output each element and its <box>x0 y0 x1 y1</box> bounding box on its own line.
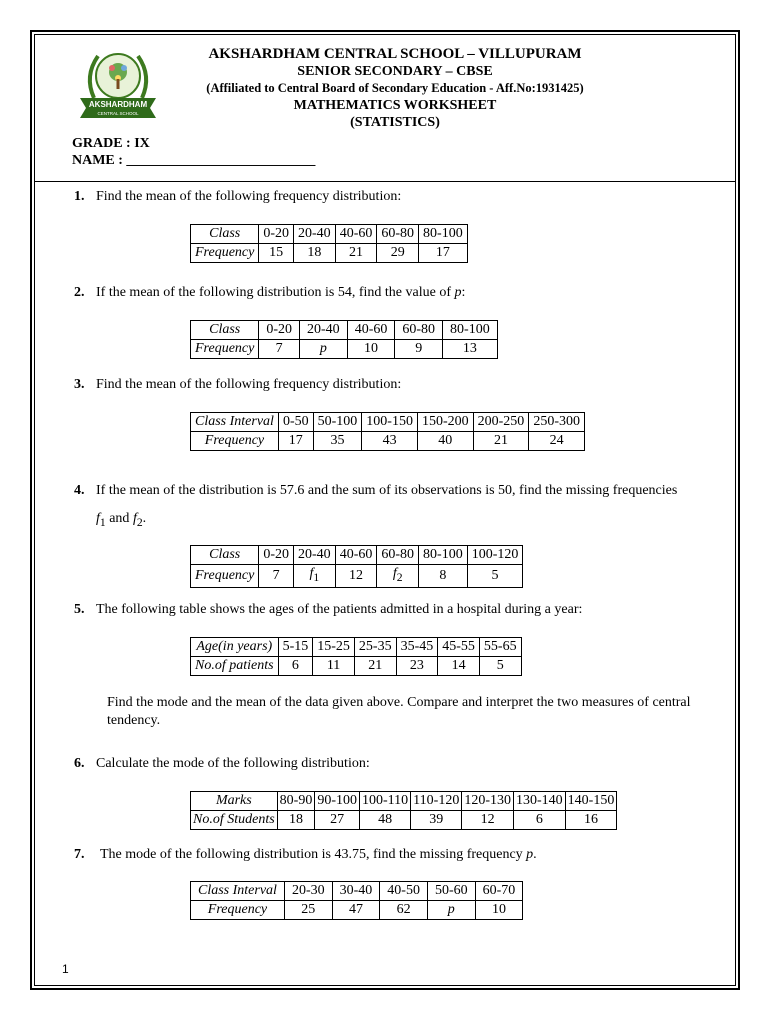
variable-f1: f <box>96 511 100 526</box>
table-cell: Age(in years) <box>191 638 279 657</box>
table-cell: 45-55 <box>438 638 480 657</box>
table-cell: p <box>300 340 348 359</box>
frequency-table-4 <box>190 545 523 588</box>
table-cell: 9 <box>395 340 443 359</box>
question-number: 1. <box>74 189 85 204</box>
table-cell: 27 <box>315 811 360 830</box>
table-cell: p <box>427 901 475 920</box>
table-cell: 0-50 <box>278 413 313 432</box>
table-cell: 130-140 <box>514 792 566 811</box>
table-cell: 21 <box>335 244 377 263</box>
table-cell: 0-20 <box>259 225 294 244</box>
logo-subtext: CENTRAL SCHOOL <box>97 111 139 116</box>
table-cell: 6 <box>514 811 566 830</box>
table-cell: 40-60 <box>347 321 395 340</box>
table-cell: 100-150 <box>362 413 418 432</box>
table-cell: 18 <box>294 244 336 263</box>
table-cell: Frequency <box>191 244 259 263</box>
table-cell: 0-20 <box>259 321 300 340</box>
question-6 <box>74 755 370 773</box>
table-cell: Frequency <box>191 565 259 588</box>
school-logo-icon <box>76 46 160 122</box>
table-cell: 100-120 <box>467 546 523 565</box>
frequency-table-5 <box>190 637 522 676</box>
grade-label: GRADE : IX <box>72 136 150 151</box>
question-5-follow-up: Find the mode and the mean of the data given above. Compare and interpret the two measures of central tendency. <box>107 695 691 728</box>
table-cell: 90-100 <box>315 792 360 811</box>
table-cell: 55-65 <box>479 638 521 657</box>
question-text-end: : <box>461 285 466 300</box>
worksheet-header <box>0 0 768 184</box>
table-cell: 12 <box>335 565 377 588</box>
table-cell: 20-40 <box>300 321 348 340</box>
table-cell: Class <box>191 546 259 565</box>
table-cell: 21 <box>354 657 396 676</box>
table-cell: 150-200 <box>417 413 473 432</box>
table-cell: 20-40 <box>294 546 336 565</box>
table-cell: 60-80 <box>395 321 443 340</box>
table-cell: 40-60 <box>335 225 377 244</box>
question-text: The following table shows the ages of the patients admitted in a hospital during a year: <box>96 602 583 617</box>
table-cell: 140-150 <box>565 792 617 811</box>
table-cell: 250-300 <box>529 413 585 432</box>
table-cell: Class Interval <box>191 413 279 432</box>
subscript: 2 <box>136 515 143 529</box>
table-cell: 80-100 <box>443 321 498 340</box>
variable-p: p <box>526 847 534 862</box>
table-cell: 60-80 <box>377 546 419 565</box>
subscript: 1 <box>99 515 106 529</box>
question-number: 3. <box>74 377 85 392</box>
table-cell: 23 <box>396 657 438 676</box>
worksheet-topic: (STATISTICS) <box>350 115 440 130</box>
conjunction: and <box>105 511 133 526</box>
table-cell: 24 <box>529 432 585 451</box>
table-cell: 35 <box>313 432 362 451</box>
question-text: The mode of the following distribution is 43.75, find the missing frequency <box>100 847 527 862</box>
table-cell: 10 <box>347 340 395 359</box>
table-row <box>191 432 585 451</box>
table-row <box>191 657 522 676</box>
school-name: AKSHARDHAM CENTRAL SCHOOL – VILLUPURAM <box>208 46 582 62</box>
table-cell: 25 <box>284 901 332 920</box>
subscript: 2 <box>396 570 403 584</box>
worksheet-title: MATHEMATICS WORKSHEET <box>293 98 497 113</box>
table-cell: 120-130 <box>462 792 514 811</box>
table-cell: 15 <box>259 244 294 263</box>
table-row <box>191 340 498 359</box>
table-cell: Class <box>191 225 259 244</box>
subscript: 1 <box>313 570 320 584</box>
page-number: 1 <box>62 962 69 976</box>
table-cell: 30-40 <box>332 882 380 901</box>
table-cell: 39 <box>411 811 462 830</box>
header-divider <box>34 181 736 182</box>
table-cell: 18 <box>277 811 315 830</box>
table-cell: Marks <box>191 792 278 811</box>
table-cell: 17 <box>419 244 468 263</box>
student-info <box>72 135 315 169</box>
question-number: 4. <box>74 483 85 498</box>
period: . <box>142 511 147 526</box>
question-text: If the mean of the distribution is 57.6 and the sum of its observations is 50, find the missing frequencies <box>96 483 678 498</box>
question-number: 6. <box>74 756 85 771</box>
table-row <box>191 244 468 263</box>
table-cell: 50-100 <box>313 413 362 432</box>
frequency-table-2 <box>190 320 498 359</box>
table-cell: 29 <box>377 244 419 263</box>
table-row <box>191 882 523 901</box>
logo-text: AKSHARDHAM <box>88 100 148 109</box>
table-cell: 110-120 <box>411 792 462 811</box>
table-cell: 5 <box>467 565 523 588</box>
table-cell: Class <box>191 321 259 340</box>
table-cell: 80-100 <box>419 225 468 244</box>
table-cell: 43 <box>362 432 418 451</box>
frequency-table-6 <box>190 791 617 830</box>
table-cell: 14 <box>438 657 480 676</box>
table-cell: 7 <box>259 565 294 588</box>
table-cell: 25-35 <box>354 638 396 657</box>
table-cell: 10 <box>475 901 523 920</box>
question-text: Calculate the mode of the following distribution: <box>96 756 370 771</box>
table-cell: Class Interval <box>191 882 285 901</box>
table-cell: 20-30 <box>284 882 332 901</box>
table-cell: 100-110 <box>360 792 411 811</box>
question-7 <box>74 846 537 864</box>
question-1 <box>74 188 401 206</box>
table-cell: Frequency <box>191 340 259 359</box>
table-cell <box>294 565 336 588</box>
table-cell: 5-15 <box>278 638 313 657</box>
table-cell <box>377 565 419 588</box>
question-3 <box>74 376 401 394</box>
table-cell: Frequency <box>191 901 285 920</box>
table-cell: 20-40 <box>294 225 336 244</box>
table-cell: 35-45 <box>396 638 438 657</box>
affiliation: (Affiliated to Central Board of Secondary Education - Aff.No:1931425) <box>206 81 584 95</box>
table-cell: 11 <box>313 657 355 676</box>
variable-p: p <box>454 285 462 300</box>
question-number: 5. <box>74 602 85 617</box>
question-2 <box>74 284 465 302</box>
variable-f1: f <box>309 566 314 581</box>
table-cell: 6 <box>278 657 313 676</box>
table-cell: 0-20 <box>259 546 294 565</box>
question-text: If the mean of the following distribution is 54, find the value of <box>96 285 455 300</box>
table-cell: 62 <box>380 901 428 920</box>
table-row <box>191 413 585 432</box>
table-row <box>191 225 468 244</box>
table-cell: 16 <box>565 811 617 830</box>
table-cell: 21 <box>473 432 529 451</box>
table-cell: 5 <box>479 657 521 676</box>
table-cell: 60-80 <box>377 225 419 244</box>
question-4 <box>74 482 724 500</box>
frequency-table-7 <box>190 881 523 920</box>
question-text: Find the mean of the following frequency distribution: <box>96 377 402 392</box>
variable-f2: f <box>132 511 137 526</box>
table-cell: 7 <box>259 340 300 359</box>
question-number: 2. <box>74 285 85 300</box>
table-cell: 8 <box>419 565 468 588</box>
table-row <box>191 811 617 830</box>
table-cell: 15-25 <box>313 638 355 657</box>
question-text-end: . <box>533 847 537 862</box>
question-5 <box>74 601 582 619</box>
table-cell: 40-60 <box>335 546 377 565</box>
table-cell: 60-70 <box>475 882 523 901</box>
table-cell: 50-60 <box>427 882 475 901</box>
frequency-table-3 <box>190 412 585 451</box>
table-cell: No.of patients <box>191 657 279 676</box>
table-cell: 13 <box>443 340 498 359</box>
table-cell: 48 <box>360 811 411 830</box>
table-cell: 40-50 <box>380 882 428 901</box>
question-4-line2 <box>96 510 146 532</box>
school-level: SENIOR SECONDARY – CBSE <box>297 64 493 79</box>
table-row <box>191 565 523 588</box>
question-text: Find the mean of the following frequency distribution: <box>96 189 402 204</box>
name-field: NAME : ___________________________ <box>72 153 316 168</box>
table-cell: 17 <box>278 432 313 451</box>
header-titles <box>180 46 610 131</box>
table-cell: 200-250 <box>473 413 529 432</box>
table-row <box>191 321 498 340</box>
table-cell: No.of Students <box>191 811 278 830</box>
variable-f2: f <box>392 566 397 581</box>
table-cell: 40 <box>417 432 473 451</box>
table-cell: Frequency <box>191 432 279 451</box>
table-row <box>191 638 522 657</box>
table-cell: 80-90 <box>277 792 315 811</box>
question-number: 7. <box>74 847 85 862</box>
table-cell: 47 <box>332 901 380 920</box>
table-row <box>191 546 523 565</box>
table-cell: 80-100 <box>419 546 468 565</box>
table-row <box>191 792 617 811</box>
frequency-table-1 <box>190 224 468 263</box>
table-row <box>191 901 523 920</box>
table-cell: 12 <box>462 811 514 830</box>
